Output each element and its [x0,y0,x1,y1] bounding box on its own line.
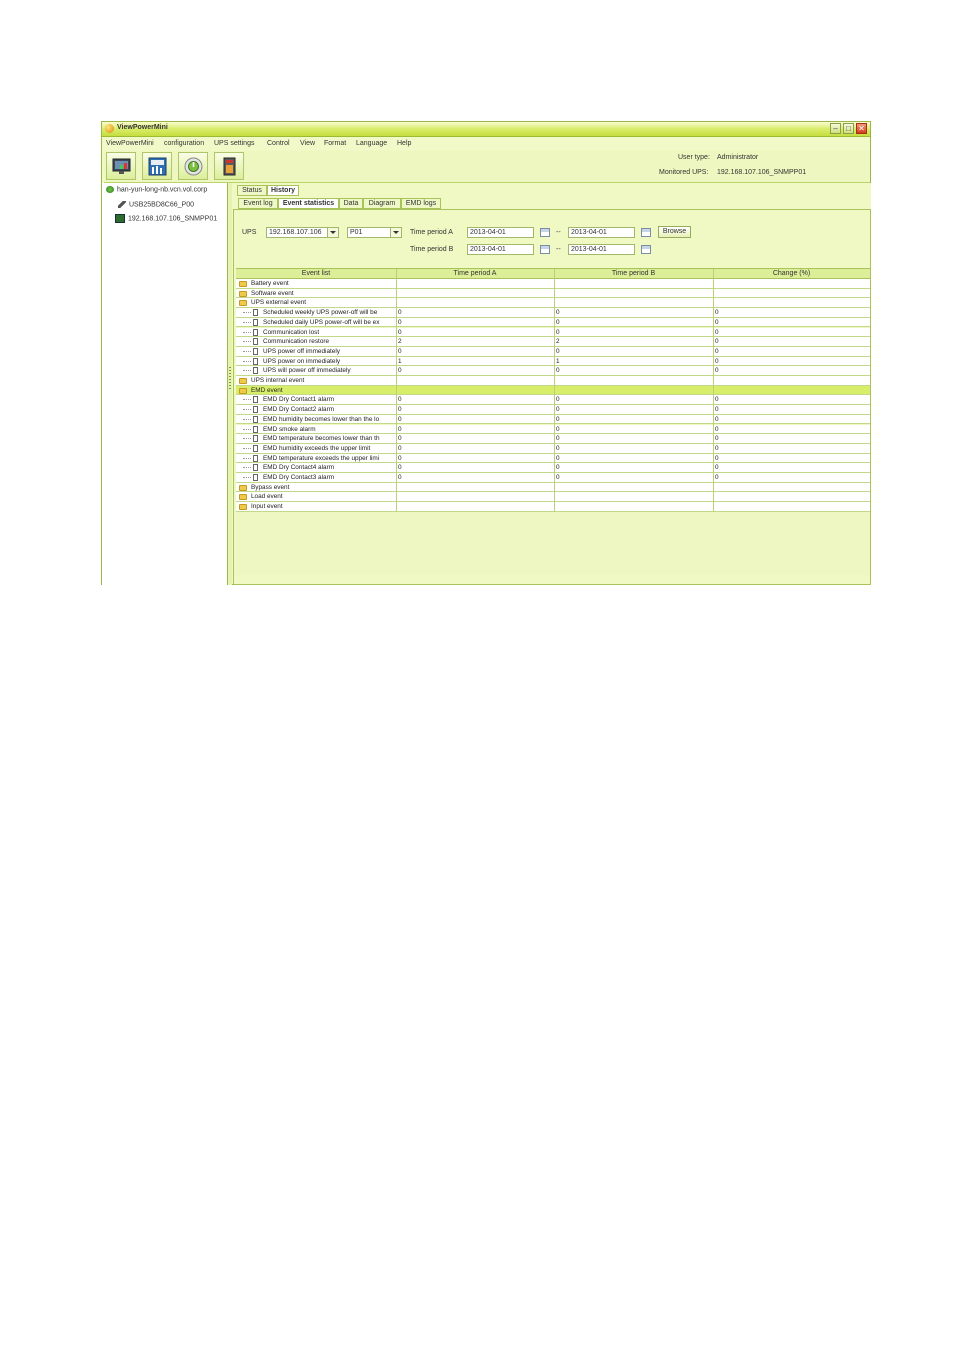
period-a-count: 0 [398,396,402,404]
column-divider [713,269,714,512]
document-icon [253,426,258,433]
table-row[interactable] [236,434,870,444]
period-a-count [398,502,548,511]
change-percent: 0 [715,415,719,423]
event-name: EMD Dry Contact1 alarm [263,396,335,404]
event-statistics-table [236,268,870,575]
document-icon [253,464,258,471]
period-a-label: Time period A [410,229,453,236]
table-row-group[interactable] [236,386,870,396]
app-window [101,121,871,585]
device-tree [102,183,228,585]
period-a-count: 0 [398,318,402,326]
tree-item-usb[interactable] [118,201,194,208]
period-b-count [556,483,706,492]
period-b-count: 2 [556,338,560,346]
ups-icon [220,157,239,176]
period-a-to-input[interactable]: 2013-04-01 [568,227,635,238]
period-a-count: 0 [398,406,402,414]
change-percent: 0 [715,357,719,365]
column-time-period-a[interactable]: Time period A [453,270,497,277]
event-name: EMD humidity becomes lower than the lo [263,415,380,423]
change-percent: 0 [715,474,719,481]
tree-connector [243,312,251,313]
maximize-icon[interactable]: □ [843,123,854,134]
period-a-count: 0 [398,425,402,433]
monitor-icon [112,157,131,176]
period-a-count: 0 [398,347,402,355]
browse-button[interactable]: Browse [658,226,691,238]
user-type-label: User type: [678,154,710,161]
event-name: Scheduled weekly UPS power-off will be [263,309,378,317]
table-header [236,269,870,279]
change-percent: 0 [715,396,719,404]
document-icon [253,367,258,374]
menu-ups-settings[interactable]: UPS settings [214,140,255,147]
subtab-event-statistics[interactable]: Event statistics [278,198,339,209]
event-name: Input event [251,503,283,511]
folder-icon [239,494,247,500]
period-a-count: 0 [398,474,402,481]
change-percent: 0 [715,328,719,336]
tab-history[interactable]: History [267,185,299,196]
computer-icon [106,186,114,193]
ups-label: UPS [242,229,257,236]
event-name: EMD Dry Contact4 alarm [263,464,335,472]
menu-view[interactable]: View [300,140,316,147]
period-a-count [398,279,548,288]
tree-connector [243,467,251,468]
tree-connector [243,322,251,323]
change-percent: 0 [715,406,719,414]
folder-icon [239,378,247,384]
document-icon [253,348,258,355]
splitter-handle[interactable] [228,183,232,585]
tree-connector [243,419,251,420]
folder-icon [239,388,247,394]
period-b-count [556,502,706,511]
period-a-count [398,289,548,298]
table-row-group[interactable] [236,502,870,512]
menu-configuration[interactable]: configuration [164,140,205,147]
document-icon [253,396,258,403]
table-row-group[interactable] [236,492,870,502]
table-row[interactable] [236,425,870,435]
period-a-count: 1 [398,357,402,365]
tree-connector [243,351,251,352]
table-row[interactable] [236,444,870,454]
event-name: UPS external event [251,299,307,307]
period-b-count: 0 [556,435,560,443]
table-row[interactable] [236,454,870,464]
calendar-icon[interactable] [540,228,550,237]
document-icon [253,319,258,326]
change-percent: 0 [715,444,719,452]
period-b-count: 0 [556,444,560,452]
column-time-period-b[interactable]: Time period B [611,270,656,277]
period-a-count: 0 [398,454,402,462]
calendar-icon[interactable] [641,245,651,254]
table-row-group[interactable] [236,483,870,493]
subtab-data[interactable]: Data [339,198,363,209]
folder-icon [239,281,247,287]
period-b-count: 0 [556,425,560,433]
period-b-count: 0 [556,474,560,481]
period-b-count: 0 [556,415,560,423]
change-percent [715,502,865,511]
power-icon [184,157,203,176]
table-row[interactable] [236,347,870,357]
event-name: EMD Dry Contact2 alarm [263,406,335,414]
change-percent: 0 [715,338,719,346]
usb-icon [118,201,126,208]
period-a-count: 0 [398,309,402,317]
close-icon[interactable]: ✕ [856,123,867,134]
table-row[interactable] [236,308,870,318]
period-b-count: 1 [556,357,560,365]
period-b-count [556,376,706,385]
menu-control[interactable]: Control [267,140,290,147]
ups-button[interactable] [214,152,244,180]
period-a-count: 2 [398,338,402,346]
period-a-count: 0 [398,435,402,443]
settings-icon [148,157,167,176]
power-button[interactable] [178,152,208,180]
period-a-count: 0 [398,367,402,375]
period-b-count [556,386,706,395]
period-b-count [556,289,706,298]
event-name: Scheduled daily UPS power-off will be ex [263,318,380,326]
folder-icon [239,300,247,306]
change-percent: 0 [715,347,719,355]
event-name: EMD smoke alarm [263,425,316,433]
period-a-from-input[interactable]: 2013-04-01 [467,227,534,238]
tree-connector [243,429,251,430]
folder-icon [239,485,247,491]
period-a-count: 0 [398,464,402,472]
event-name: Battery event [251,280,289,287]
toolbar [104,151,870,183]
tree-connector [243,370,251,371]
table-row[interactable] [236,328,870,338]
table-row-group[interactable] [236,279,870,289]
change-percent [715,386,865,395]
tree-root-label: han-yun-long-nb.vcn.vol.corp [117,186,208,194]
tree-connector [243,332,251,333]
period-b-count: 0 [556,396,560,404]
column-divider [396,269,397,512]
change-percent: 0 [715,318,719,326]
document-icon [253,358,258,365]
period-b-from-input[interactable]: 2013-04-01 [467,244,534,255]
period-a-count [398,298,548,307]
event-name: EMD Dry Contact3 alarm [263,474,335,481]
network-card-icon [115,214,125,223]
ups-select[interactable] [266,227,339,238]
table-row[interactable] [236,318,870,328]
folder-icon [239,504,247,510]
column-event-list[interactable]: Event list [301,270,331,277]
tree-connector [243,438,251,439]
change-percent [715,376,865,385]
change-percent: 0 [715,309,719,317]
change-percent [715,492,865,501]
change-percent: 0 [715,435,719,443]
period-b-count: 0 [556,367,560,375]
period-b-count [556,279,706,288]
table-row-group[interactable] [236,289,870,299]
change-percent [715,483,865,492]
table-row[interactable] [236,473,870,483]
event-name: Load event [251,493,283,501]
tree-item-usb-label: USB25BD8C66_P00 [129,201,194,209]
tree-connector [243,448,251,449]
tree-item-snmp[interactable] [115,214,217,223]
change-percent: 0 [715,454,719,462]
menu-language[interactable]: Language [356,140,388,147]
table-row[interactable] [236,366,870,376]
tab-status[interactable]: Status [237,185,267,196]
period-b-count: 0 [556,464,560,472]
column-divider [554,269,555,512]
period-b-count [556,298,706,307]
event-name: UPS power off immediately [263,347,340,355]
main-content [233,183,871,585]
tree-connector [243,361,251,362]
tree-connector [243,399,251,400]
menu-viewpowermini[interactable]: ViewPowerMini [106,140,154,147]
table-row[interactable] [236,405,870,415]
settings-button[interactable] [142,152,172,180]
document-icon [253,455,258,462]
subtab-diagram[interactable]: Diagram [363,198,401,209]
period-b-count: 0 [556,347,560,355]
menu-bar [102,137,870,150]
table-row[interactable] [236,357,870,367]
change-percent: 0 [715,425,719,433]
tree-connector [243,458,251,459]
period-b-count [556,492,706,501]
period-a-separator: -- [556,229,561,236]
document-icon [253,338,258,345]
period-b-count: 0 [556,328,560,336]
event-name: Communication restore [263,338,330,346]
change-percent: 0 [715,367,719,375]
column-change[interactable]: Change (%) [772,270,811,277]
table-row[interactable] [236,337,870,347]
calendar-icon[interactable] [540,245,550,254]
document-icon [253,445,258,452]
document-icon [253,309,258,316]
event-name: EMD temperature becomes lower than th [263,435,380,443]
event-name: UPS power on immediately [263,357,341,365]
menu-help[interactable]: Help [397,140,412,147]
event-name: Software event [251,289,294,297]
table-row-group[interactable] [236,298,870,308]
minimize-icon[interactable]: – [830,123,841,134]
table-row[interactable] [236,463,870,473]
period-a-count: 0 [398,444,402,452]
window-title: ViewPowerMini [117,124,168,131]
port-select[interactable] [347,227,402,238]
history-panel [233,200,871,585]
tree-root[interactable] [106,186,207,193]
document-icon [253,474,258,481]
event-name: EMD event [251,386,283,394]
period-b-label: Time period B [410,246,454,253]
document-icon [253,329,258,336]
table-row[interactable] [236,415,870,425]
chevron-down-icon [327,228,338,237]
period-a-count: 0 [398,415,402,423]
tree-connector [243,409,251,410]
period-b-to-input[interactable]: 2013-04-01 [568,244,635,255]
period-b-count: 0 [556,309,560,317]
period-a-count: 0 [398,328,402,336]
monitored-ups-value: 192.168.107.106_SNMPP01 [717,169,807,176]
subtab-emd-logs[interactable]: EMD logs [401,198,441,209]
change-percent: 0 [715,464,719,472]
change-percent [715,298,865,307]
tree-item-snmp-label: 192.168.107.106_SNMPP01 [128,215,218,223]
title-bar [102,122,870,137]
table-row[interactable] [236,395,870,405]
ups-select-value: 192.168.107.106 [269,229,322,236]
period-a-count [398,492,548,501]
document-icon [253,435,258,442]
calendar-icon[interactable] [641,228,651,237]
event-name: Communication lost [263,328,320,336]
event-name: EMD humidity exceeds the upper limit [263,444,371,452]
change-percent [715,289,865,298]
menu-format[interactable]: Format [324,140,347,147]
subtab-event-log[interactable]: Event log [238,198,278,209]
monitor-button[interactable] [106,152,136,180]
chevron-down-icon [390,228,401,237]
tree-connector [243,341,251,342]
monitored-ups-label: Monitored UPS: [659,169,709,176]
period-b-separator: -- [556,246,561,253]
port-select-value: P01 [350,229,363,236]
app-logo-icon [105,124,114,133]
table-row-group[interactable] [236,376,870,386]
tree-connector [243,477,251,478]
event-name: UPS internal event [251,377,305,384]
period-b-count: 0 [556,406,560,414]
user-type-value: Administrator [717,154,759,161]
period-b-count: 0 [556,318,560,326]
period-a-count [398,376,548,385]
period-b-count: 0 [556,454,560,462]
folder-icon [239,291,247,297]
event-name: EMD temperature exceeds the upper limi [263,454,380,462]
period-a-count [398,386,548,395]
event-name: Bypass event [251,483,290,491]
document-icon [253,416,258,423]
period-a-count [398,483,548,492]
event-name: UPS will power off immediately [263,367,351,375]
change-percent [715,279,865,288]
document-icon [253,406,258,413]
